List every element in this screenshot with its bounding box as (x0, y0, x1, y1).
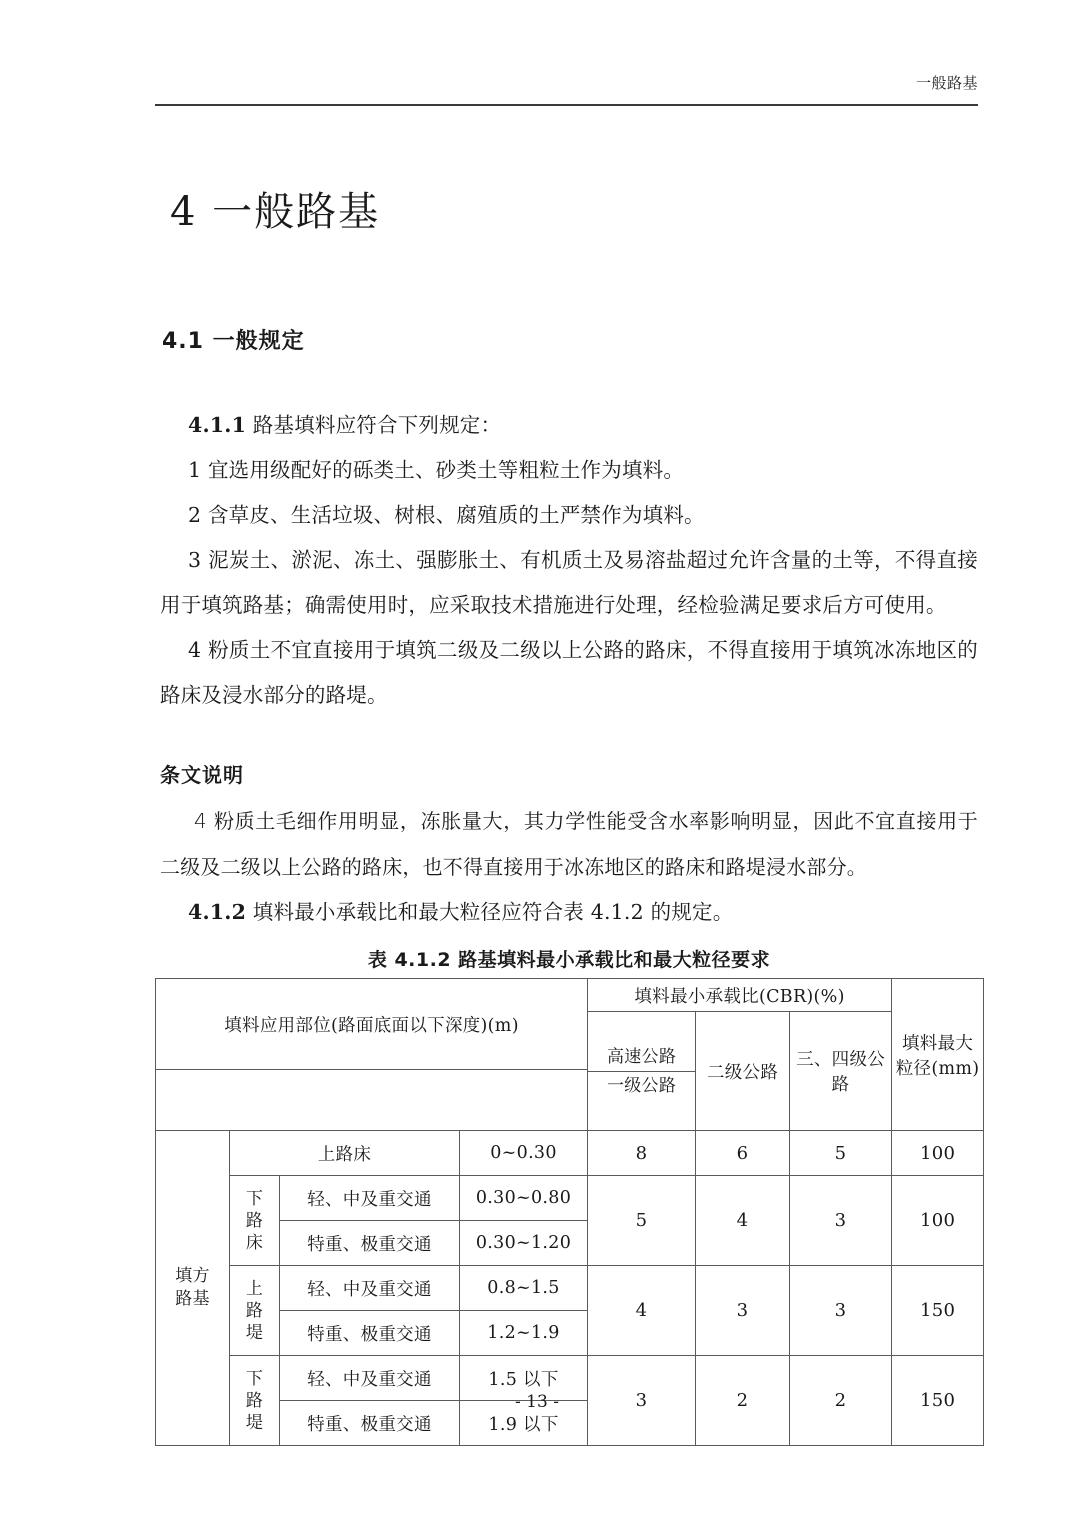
page-content (160, 185, 978, 1446)
cell-traffic-heavy: 特重、极重交通 (280, 1221, 460, 1266)
header-position-spacer (156, 1070, 588, 1131)
table-row (156, 1176, 984, 1221)
table-row (156, 1266, 984, 1311)
spec-table (155, 978, 984, 1446)
spacer (160, 239, 978, 327)
row-group-label: 填方 路基 (156, 1131, 230, 1446)
cell-depth: 0.30~0.80 (460, 1176, 588, 1221)
clause-number: 4.1.2 (188, 900, 247, 924)
page-footer: - 13 - (515, 1392, 559, 1412)
header-road-expressway-class1 (588, 1012, 696, 1131)
header-road-class34: 三、四级公路 (790, 1012, 892, 1131)
cell-part-upper-embankment: 上 路 堤 (230, 1266, 280, 1356)
clause-number: 4.1.1 (188, 413, 247, 437)
cell-traffic-light: 轻、中及重交通 (280, 1176, 460, 1221)
header-road-class1: 一级公路 (606, 1075, 677, 1096)
cell-cbr-expressway-class1: 4 (588, 1266, 696, 1356)
clause-item-2: 2 含草皮、生活垃圾、树根、腐殖质的土严禁作为填料。 (188, 503, 705, 527)
cell-max-size: 150 (892, 1356, 984, 1446)
clause-item-1: 1 宜选用级配好的砾类土、砂类土等粗粒土作为填料。 (188, 458, 685, 482)
table-row (156, 1131, 984, 1176)
cell-cbr-class34: 2 (790, 1356, 892, 1446)
spacer (160, 357, 978, 403)
clause-4-1-1 (160, 403, 978, 448)
cell-max-size: 150 (892, 1266, 984, 1356)
chapter-title: 4 一般路基 (170, 189, 381, 235)
cell-part-upper-subgrade: 上路床 (230, 1131, 460, 1176)
clause-text: 填料最小承载比和最大粒径应符合表 4.1.2 的规定。 (252, 900, 734, 924)
section-title: 4.1 一般规定 (162, 329, 305, 354)
header-position: 填料应用部位(路面底面以下深度)(m) (156, 979, 588, 1070)
cell-traffic-light: 轻、中及重交通 (280, 1356, 460, 1401)
cell-traffic-heavy: 特重、极重交通 (280, 1311, 460, 1356)
cell-cbr-expressway-class1: 3 (588, 1356, 696, 1446)
clause-lead-text: 路基填料应符合下列规定： (252, 413, 502, 437)
note-title: 条文说明 (160, 763, 244, 787)
cell-depth: 0.8~1.5 (460, 1266, 588, 1311)
table-caption: 表 4.1.2 路基填料最小承载比和最大粒径要求 (367, 949, 771, 971)
cell-depth: 0~0.30 (460, 1131, 588, 1176)
table-head (156, 979, 984, 1131)
cell-max-size: 100 (892, 1131, 984, 1176)
cell-cbr-class34: 3 (790, 1266, 892, 1356)
note-text: 4 粉质土毛细作用明显，冻胀量大，其力学性能受含水率影响明显，因此不宜直接用于二级及二级以上公路的路床，也不得直接用于冰冻地区的路床和路堤浸水部分。 (160, 809, 978, 879)
cell-cbr-class2: 4 (696, 1176, 790, 1266)
cell-part-lower-subgrade: 下 路 床 (230, 1176, 280, 1266)
cell-traffic-light: 轻、中及重交通 (280, 1266, 460, 1311)
header-max-size: 填料最大粒径(mm) (892, 979, 984, 1131)
cell-traffic-heavy: 特重、极重交通 (280, 1401, 460, 1446)
cell-cbr-class34: 5 (790, 1131, 892, 1176)
cell-cbr-expressway-class1: 5 (588, 1176, 696, 1266)
header-cbr-group: 填料最小承载比(CBR)(%) (588, 979, 892, 1012)
clause-item-3: 3 泥炭土、淤泥、冻土、强膨胀土、有机质土及易溶盐超过允许含量的土等，不得直接用于填筑路基；确需使用时，应采取技术措施进行处理，经检验满足要求后方可使用。 (160, 548, 978, 617)
cell-depth: 1.2~1.9 (460, 1311, 588, 1356)
header-rule (155, 104, 978, 106)
cell-depth: 1.9 以下 (460, 1401, 588, 1446)
cell-cbr-class2: 3 (696, 1266, 790, 1356)
cell-depth: 1.5 以下 (460, 1356, 588, 1401)
clause-4-1-2 (160, 890, 978, 935)
header-road-class2: 二级公路 (696, 1012, 790, 1131)
explanatory-note-block (160, 758, 978, 890)
clause-item-4: 4 粉质土不宜直接用于填筑二级及二级以上公路的路床，不得直接用于填筑冰冻地区的路床及浸水部分的路堤。 (160, 638, 978, 707)
cell-depth: 0.30~1.20 (460, 1221, 588, 1266)
cell-part-lower-embankment: 下 路 堤 (230, 1356, 280, 1446)
cell-cbr-class34: 3 (790, 1176, 892, 1266)
cell-cbr-class2: 6 (696, 1131, 790, 1176)
cell-max-size: 100 (892, 1176, 984, 1266)
running-header: 一般路基 (915, 74, 978, 92)
cell-cbr-expressway-class1: 8 (588, 1131, 696, 1176)
header-road-expressway: 高速公路 (588, 1043, 695, 1072)
cell-cbr-class2: 2 (696, 1356, 790, 1446)
